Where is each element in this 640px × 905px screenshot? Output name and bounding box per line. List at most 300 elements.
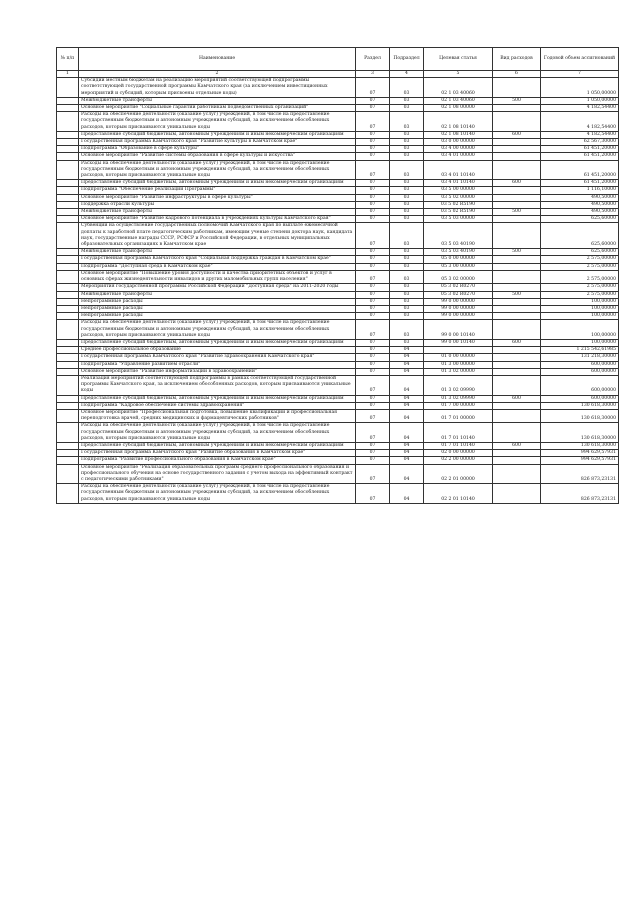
number-cell — [57, 361, 79, 368]
podrazdel-cell: 03 — [390, 256, 424, 263]
expense-type-cell — [493, 201, 541, 208]
target-article-cell: 01 7 01 10140 — [424, 442, 493, 449]
target-article-cell: 02 2 01 00000 — [424, 464, 493, 484]
podrazdel-cell: 04 — [390, 395, 424, 402]
podrazdel-cell: 03 — [390, 320, 424, 340]
razdel-cell: 07 — [356, 484, 390, 504]
expense-type-cell — [493, 187, 541, 194]
table-row — [57, 423, 619, 443]
amount-cell: 61 451,20000 — [541, 160, 619, 180]
target-article-cell: 01 3 00 00000 — [424, 361, 493, 368]
table-row — [57, 256, 619, 263]
razdel-cell: 07 — [356, 320, 390, 340]
amount-cell: 600,00000 — [541, 361, 619, 368]
amount-cell: 490,50000 — [541, 209, 619, 216]
podrazdel-cell: 04 — [390, 464, 424, 484]
number-cell — [57, 209, 79, 216]
target-article-cell: 03 5 03 00000 — [424, 216, 493, 223]
header-annual-amount: Годовой объем ассигнований — [541, 48, 619, 71]
amount-cell: 4 182,54400 — [541, 105, 619, 112]
number-cell — [57, 298, 79, 305]
target-article-cell: 05 3 02 R0270 — [424, 291, 493, 298]
target-article-cell: 02 1 08 00000 — [424, 105, 493, 112]
target-article-cell: 01 3 02 09990 — [424, 375, 493, 395]
header-name: Наименование — [79, 48, 356, 71]
name-cell: Предоставление субсидий бюджетным, автономным учреждениям и иным некоммерческим организациям — [79, 180, 356, 187]
number-cell — [57, 339, 79, 346]
table-row — [57, 223, 619, 249]
razdel-cell: 07 — [356, 291, 390, 298]
table-row — [57, 375, 619, 395]
expense-type-cell — [493, 409, 541, 422]
amount-cell: 625,60000 — [541, 223, 619, 249]
target-article-cell: 05 3 02 00000 — [424, 270, 493, 283]
expense-type-cell — [493, 256, 541, 263]
expense-type-cell — [493, 313, 541, 320]
target-article-cell: 01 7 01 00000 — [424, 409, 493, 422]
name-cell: Подпрограмма "Образование в сфере культуры" — [79, 146, 356, 153]
name-cell: Межбюджетные трансферты — [79, 249, 356, 256]
amount-cell: 100,00000 — [541, 298, 619, 305]
number-cell — [57, 409, 79, 422]
name-cell: Непрограммные расходы — [79, 298, 356, 305]
target-article-cell: 01 3 02 09990 — [424, 395, 493, 402]
number-cell — [57, 375, 79, 395]
expense-type-cell — [493, 78, 541, 98]
podrazdel-cell: 04 — [390, 361, 424, 368]
target-article-cell: 03 5 03 40190 — [424, 249, 493, 256]
expense-type-cell — [493, 160, 541, 180]
target-article-cell: 02 1 08 10140 — [424, 131, 493, 138]
number-cell — [57, 78, 79, 98]
name-cell: Предоставление субсидий бюджетным, автономным учреждениям и иным некоммерческим организациям — [79, 395, 356, 402]
number-cell — [57, 270, 79, 283]
target-article-cell: 01 0 00 00000 — [424, 354, 493, 361]
amount-cell: 1 116,10000 — [541, 187, 619, 194]
podrazdel-cell: 03 — [390, 284, 424, 291]
podrazdel-cell: 03 — [390, 97, 424, 104]
budget-table-sheet — [56, 47, 618, 504]
name-cell: Государственная программа Камчатского края "Развитие культуры в Камчатском крае" — [79, 139, 356, 146]
name-cell: Расходы на обеспечение деятельности (оказание услуг) учреждений, в том числе на предоставление государственным бюджетным и автономным учреждениям субсидий, за исключением обособленных расходов, которым присваиваются уникальные коды — [79, 112, 356, 132]
razdel-cell: 07 — [356, 375, 390, 395]
number-cell — [57, 368, 79, 375]
name-cell: Мероприятия государственной программы Российской Федерации "Доступная среда" на 2011-2020 годы — [79, 284, 356, 291]
expense-type-cell: 500 — [493, 249, 541, 256]
name-cell: Подпрограмма "Развитие профессионального образования в Камчатском крае" — [79, 457, 356, 464]
table-row — [57, 153, 619, 160]
table-row — [57, 361, 619, 368]
number-cell — [57, 187, 79, 194]
razdel-cell: 07 — [356, 105, 390, 112]
amount-cell: 826 873,23131 — [541, 484, 619, 504]
razdel-cell: 07 — [356, 139, 390, 146]
target-article-cell: 05 3 02 R0270 — [424, 284, 493, 291]
razdel-cell: 07 — [356, 305, 390, 312]
expense-type-cell: 600 — [493, 131, 541, 138]
razdel-cell: 07 — [356, 209, 390, 216]
target-article-cell: 99 0 00 00000 — [424, 305, 493, 312]
number-cell — [57, 395, 79, 402]
name-cell: Межбюджетные трансферты — [79, 209, 356, 216]
amount-cell: 62 567,30000 — [541, 139, 619, 146]
podrazdel-cell: 04 — [390, 409, 424, 422]
name-cell: Основное мероприятие "Развитие системы образования в сфере культуры и искусства" — [79, 153, 356, 160]
expense-type-cell — [493, 354, 541, 361]
amount-cell: 100,00000 — [541, 320, 619, 340]
expense-type-cell: 600 — [493, 339, 541, 346]
amount-cell: 490,50000 — [541, 201, 619, 208]
podrazdel-cell: 03 — [390, 313, 424, 320]
number-cell — [57, 442, 79, 449]
amount-cell: 130 618,30000 — [541, 442, 619, 449]
podrazdel-cell: 03 — [390, 131, 424, 138]
expense-type-cell — [493, 223, 541, 249]
header-number: № п/п — [57, 48, 79, 71]
podrazdel-cell: 03 — [390, 153, 424, 160]
podrazdel-cell: 03 — [390, 249, 424, 256]
amount-cell: 1 050,00000 — [541, 97, 619, 104]
amount-cell: 131 218,30000 — [541, 354, 619, 361]
expense-type-cell: 600 — [493, 180, 541, 187]
razdel-cell: 07 — [356, 78, 390, 98]
expense-type-cell — [493, 216, 541, 223]
col-number: 3 — [356, 71, 390, 78]
number-cell — [57, 139, 79, 146]
amount-cell: 2 575,00000 — [541, 263, 619, 270]
expense-type-cell: 500 — [493, 97, 541, 104]
target-article-cell: 99 0 00 10140 — [424, 339, 493, 346]
expense-type-cell — [493, 361, 541, 368]
table-row — [57, 270, 619, 283]
podrazdel-cell: 03 — [390, 112, 424, 132]
expense-type-cell — [493, 402, 541, 409]
table-row — [57, 457, 619, 464]
number-cell — [57, 347, 79, 354]
number-cell — [57, 423, 79, 443]
podrazdel-cell: 04 — [390, 450, 424, 457]
expense-type-cell — [493, 139, 541, 146]
name-cell: Непрограммные расходы — [79, 305, 356, 312]
name-cell: Подпрограмма "Доступная среда в Камчатском крае" — [79, 263, 356, 270]
table-row — [57, 395, 619, 402]
expense-type-cell — [493, 284, 541, 291]
target-article-cell: 05 0 00 00000 — [424, 256, 493, 263]
name-cell: Основное мероприятие "Развитие кадрового потенциала в учреждениях культуры Камчатского края" — [79, 216, 356, 223]
table-row — [57, 209, 619, 216]
amount-cell: 61 451,20000 — [541, 180, 619, 187]
number-cell — [57, 97, 79, 104]
razdel-cell: 07 — [356, 153, 390, 160]
table-row — [57, 354, 619, 361]
col-number: 1 — [57, 71, 79, 78]
podrazdel-cell: 04 — [390, 354, 424, 361]
amount-cell: 1 050,00000 — [541, 78, 619, 98]
table-row — [57, 78, 619, 98]
name-cell: Субсидии местным бюджетам на реализацию мероприятий соответствующей подпрограммы соответствующей государственной программы Камчатского края (за исключением инвестиционных мероприятий и субсидий, которым присвоены отдельные коды) — [79, 78, 356, 98]
number-cell — [57, 105, 79, 112]
number-cell — [57, 284, 79, 291]
razdel-cell: 07 — [356, 368, 390, 375]
target-article-cell: 03 5 02 00000 — [424, 194, 493, 201]
table-row — [57, 187, 619, 194]
number-cell — [57, 305, 79, 312]
number-cell — [57, 484, 79, 504]
table-row — [57, 409, 619, 422]
number-cell — [57, 223, 79, 249]
podrazdel-cell: 03 — [390, 78, 424, 98]
name-cell: Основное мероприятие "Профессиональная подготовка, повышение квалификации и профессиональная переподготовка врачей, средних медицинских и фармацевтических работников" — [79, 409, 356, 422]
amount-cell: 100,00000 — [541, 313, 619, 320]
table-row — [57, 291, 619, 298]
col-number: 6 — [493, 71, 541, 78]
podrazdel-cell: 03 — [390, 180, 424, 187]
expense-type-cell — [493, 368, 541, 375]
razdel-cell: 07 — [356, 249, 390, 256]
number-cell — [57, 160, 79, 180]
number-cell — [57, 112, 79, 132]
name-cell: Основное мероприятие "Развитие информатизации в здравоохранении" — [79, 368, 356, 375]
razdel-cell: 07 — [356, 457, 390, 464]
expense-type-cell — [493, 194, 541, 201]
amount-cell: 1 215 542,61985 — [541, 347, 619, 354]
podrazdel-cell: 03 — [390, 194, 424, 201]
number-cell — [57, 153, 79, 160]
podrazdel-cell: 03 — [390, 160, 424, 180]
razdel-cell: 07 — [356, 194, 390, 201]
name-cell: Государственная программа Камчатского края "Развитие здравоохранения Камчатского края" — [79, 354, 356, 361]
amount-cell: 600,00000 — [541, 368, 619, 375]
target-article-cell: 02 1 08 10140 — [424, 112, 493, 132]
name-cell: Подпрограмма "Обеспечение реализации Программы" — [79, 187, 356, 194]
col-number: 7 — [541, 71, 619, 78]
column-number-row — [57, 71, 619, 78]
amount-cell: 2 575,00000 — [541, 256, 619, 263]
header-target-article: Целевая статья — [424, 48, 493, 71]
expense-type-cell: 500 — [493, 209, 541, 216]
table-row — [57, 320, 619, 340]
expense-type-cell — [493, 270, 541, 283]
expense-type-cell — [493, 305, 541, 312]
amount-cell: 130 618,30000 — [541, 402, 619, 409]
target-article-cell: 02 1 03 40060 — [424, 97, 493, 104]
table-row — [57, 402, 619, 409]
table-row — [57, 180, 619, 187]
table-row — [57, 347, 619, 354]
razdel-cell: 07 — [356, 402, 390, 409]
podrazdel-cell: 03 — [390, 305, 424, 312]
amount-cell: 625,60000 — [541, 249, 619, 256]
name-cell: Государственная программа Камчатского края "Развитие образования в Камчатском крае" — [79, 450, 356, 457]
name-cell: Расходы на обеспечение деятельности (оказание услуг) учреждений, в том числе на предоставление государственным бюджетным и автономным учреждениям субсидий, за исключением обособленных расходов, которым присваиваются уникальные коды — [79, 423, 356, 443]
table-row — [57, 464, 619, 484]
expense-type-cell — [493, 450, 541, 457]
target-article-cell: 99 0 00 10140 — [424, 320, 493, 340]
razdel-cell: 07 — [356, 201, 390, 208]
header-podrazdel: Подраздел — [390, 48, 424, 71]
table-row — [57, 305, 619, 312]
target-article-cell: 99 0 00 00000 — [424, 313, 493, 320]
podrazdel-cell: 04 — [390, 368, 424, 375]
target-article-cell: 02 0 00 00000 — [424, 450, 493, 457]
table-row — [57, 442, 619, 449]
podrazdel-cell: 04 — [390, 375, 424, 395]
col-number: 2 — [79, 71, 356, 78]
podrazdel-cell: 03 — [390, 339, 424, 346]
podrazdel-cell: 04 — [390, 402, 424, 409]
name-cell: Расходы на обеспечение деятельности (оказание услуг) учреждений, в том числе на предоставление государственным бюджетным и автономным учреждениям субсидий, за исключением обособленных расходов, которым присваиваются уникальные коды — [79, 320, 356, 340]
table-row — [57, 97, 619, 104]
expense-type-cell — [493, 112, 541, 132]
name-cell: Расходы на обеспечение деятельности (оказание услуг) учреждений, в том числе на предоставление государственным бюджетным и автономным учреждениям субсидий, за исключением обособленных расходов, которым присваиваются уникальные коды — [79, 160, 356, 180]
target-article-cell: 03 4 01 00000 — [424, 153, 493, 160]
name-cell: Основное мероприятие "Реализация образовательных программ среднего профессионального образования и профессионального обучения на основе государственного задания с учетом выхода на эффективный контракт с педагогическими работниками" — [79, 464, 356, 484]
amount-cell: 4 182,54400 — [541, 131, 619, 138]
table-row — [57, 263, 619, 270]
target-article-cell: 03 4 01 10140 — [424, 180, 493, 187]
number-cell — [57, 249, 79, 256]
expense-type-cell — [493, 375, 541, 395]
podrazdel-cell: 03 — [390, 187, 424, 194]
amount-cell: 100,00000 — [541, 305, 619, 312]
amount-cell: 490,50000 — [541, 194, 619, 201]
target-article-cell: 03 5 02 R5190 — [424, 201, 493, 208]
table-row — [57, 194, 619, 201]
name-cell: Расходы на обеспечение деятельности (оказание услуг) учреждений, в том числе на предоставление государственным бюджетным и автономным учреждениям субсидий, за исключением обособленных расходов, которым присваиваются уникальные коды — [79, 484, 356, 504]
razdel-cell: 07 — [356, 284, 390, 291]
name-cell: Среднее профессиональное образование — [79, 347, 356, 354]
name-cell: Основное мероприятие "Повышение уровня доступности и качества приоритетных объектов и услуг в основных сферах жизнедеятельности инвалидов и других маломобильных групп населения" — [79, 270, 356, 283]
number-cell — [57, 216, 79, 223]
number-cell — [57, 313, 79, 320]
amount-cell: 826 873,23131 — [541, 464, 619, 484]
name-cell: Подпрограмма "Управление развитием отрасли" — [79, 361, 356, 368]
number-cell — [57, 320, 79, 340]
expense-type-cell — [493, 105, 541, 112]
name-cell: Реализация мероприятий соответствующей подпрограммы в рамках соответствующей государственной программы Камчатского края, за исключением обособленных расходов, которым присваиваются уникальные коды — [79, 375, 356, 395]
expense-type-cell: 600 — [493, 395, 541, 402]
amount-cell: 994 629,57931 — [541, 457, 619, 464]
table-row — [57, 160, 619, 180]
table-row — [57, 450, 619, 457]
razdel-cell: 07 — [356, 223, 390, 249]
amount-cell: 2 575,00000 — [541, 291, 619, 298]
target-article-cell: 03 5 03 40190 — [424, 223, 493, 249]
header-row — [57, 48, 619, 71]
podrazdel-cell: 04 — [390, 423, 424, 443]
razdel-cell: 07 — [356, 450, 390, 457]
table-row — [57, 284, 619, 291]
number-cell — [57, 402, 79, 409]
expense-type-cell — [493, 423, 541, 443]
name-cell: Предоставление субсидий бюджетным, автономным учреждениям и иным некоммерческим организациям — [79, 131, 356, 138]
podrazdel-cell: 03 — [390, 216, 424, 223]
number-cell — [57, 291, 79, 298]
name-cell: Непрограммные расходы — [79, 313, 356, 320]
number-cell — [57, 354, 79, 361]
table-row — [57, 368, 619, 375]
expense-type-cell — [493, 464, 541, 484]
expense-type-cell — [493, 320, 541, 340]
razdel-cell: 07 — [356, 339, 390, 346]
table-row — [57, 105, 619, 112]
table-row — [57, 216, 619, 223]
razdel-cell: 07 — [356, 313, 390, 320]
podrazdel-cell: 03 — [390, 263, 424, 270]
name-cell: Основное мероприятие "Развитие инфраструктуры в сфере культуры" — [79, 194, 356, 201]
razdel-cell: 07 — [356, 216, 390, 223]
amount-cell: 600,00000 — [541, 395, 619, 402]
expense-type-cell: 500 — [493, 291, 541, 298]
razdel-cell: 07 — [356, 97, 390, 104]
target-article-cell: 05 3 00 00000 — [424, 263, 493, 270]
razdel-cell: 07 — [356, 187, 390, 194]
budget-table — [56, 47, 619, 504]
amount-cell: 2 575,00000 — [541, 284, 619, 291]
razdel-cell: 07 — [356, 256, 390, 263]
razdel-cell: 07 — [356, 354, 390, 361]
table-row — [57, 298, 619, 305]
number-cell — [57, 201, 79, 208]
table-row — [57, 146, 619, 153]
target-article-cell: 01 7 01 10140 — [424, 423, 493, 443]
table-row — [57, 484, 619, 504]
name-cell: Поддержка отрасли культуры — [79, 201, 356, 208]
name-cell: Предоставление субсидий бюджетным, автономным учреждениям и иным некоммерческим организациям — [79, 442, 356, 449]
name-cell: Межбюджетные трансферты — [79, 291, 356, 298]
razdel-cell: 07 — [356, 270, 390, 283]
razdel-cell: 07 — [356, 361, 390, 368]
expense-type-cell — [493, 263, 541, 270]
razdel-cell: 07 — [356, 131, 390, 138]
razdel-cell: 07 — [356, 464, 390, 484]
razdel-cell: 07 — [356, 160, 390, 180]
podrazdel-cell: 03 — [390, 105, 424, 112]
number-cell — [57, 256, 79, 263]
table-row — [57, 339, 619, 346]
razdel-cell: 07 — [356, 347, 390, 354]
number-cell — [57, 146, 79, 153]
header-expense-type: Вид расходов — [493, 48, 541, 71]
expense-type-cell — [493, 347, 541, 354]
col-number: 4 — [390, 71, 424, 78]
table-row — [57, 131, 619, 138]
target-article-cell: 02 2 00 00000 — [424, 457, 493, 464]
target-article-cell: 03 4 01 10140 — [424, 160, 493, 180]
name-cell: Подпрограмма "Кадровое обеспечение системы здравоохранения" — [79, 402, 356, 409]
podrazdel-cell: 04 — [390, 442, 424, 449]
target-article-cell: 03 4 00 00000 — [424, 146, 493, 153]
razdel-cell: 07 — [356, 263, 390, 270]
number-cell — [57, 263, 79, 270]
number-cell — [57, 194, 79, 201]
name-cell: Межбюджетные трансферты — [79, 97, 356, 104]
target-article-cell: 02 1 03 40060 — [424, 78, 493, 98]
razdel-cell: 07 — [356, 112, 390, 132]
razdel-cell: 07 — [356, 395, 390, 402]
podrazdel-cell: 04 — [390, 457, 424, 464]
header-razdel: Раздел — [356, 48, 390, 71]
amount-cell: 100,00000 — [541, 339, 619, 346]
podrazdel-cell: 03 — [390, 209, 424, 216]
amount-cell: 61 451,20000 — [541, 153, 619, 160]
amount-cell: 994 629,57931 — [541, 450, 619, 457]
name-cell: Основное мероприятие "Социальные гарантии работникам подведомственных организаций" — [79, 105, 356, 112]
razdel-cell: 07 — [356, 146, 390, 153]
number-cell — [57, 464, 79, 484]
name-cell: Субвенции на осуществление государственных полномочий Камчатского края по выплате ежемесячной доплаты к заработной плате педагогическим работникам, имеющим ученые степени доктора наук, кандидата наук, государственные награды СССР, РСФСР и Российской Федерации, в отдельных муниципальных образовательных организациях в Камчатском крае — [79, 223, 356, 249]
number-cell — [57, 180, 79, 187]
